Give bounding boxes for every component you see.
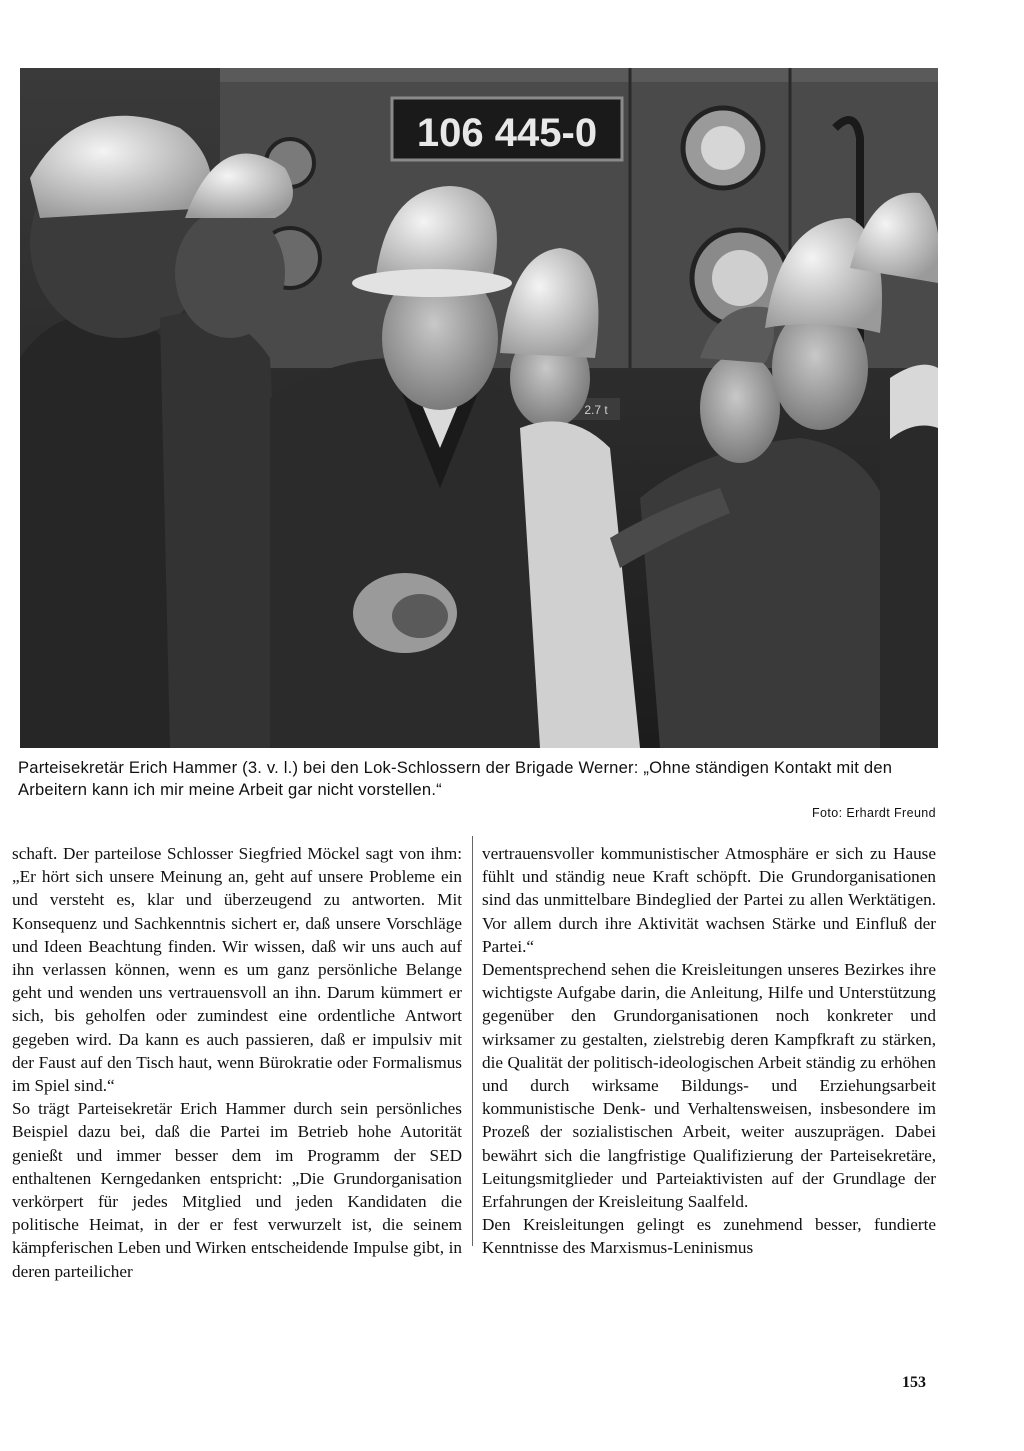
paragraph: Den Kreisleitungen gelingt es zunehmend besser, fundierte Kenntnisse des Marxismus-Leninismus bbox=[482, 1215, 936, 1258]
photo-workers-at-locomotive bbox=[20, 68, 938, 748]
page-number: 153 bbox=[902, 1374, 926, 1391]
photo-illustration bbox=[20, 68, 938, 748]
locomotive-number: 106 445-0 bbox=[416, 111, 598, 155]
paragraph: Dementsprechend sehen die Kreisleitungen unseres Bezirkes ihre wichtigste Aufgabe darin, die Anleitung, Hilfe und Unterstützung gegenüber den Grundorganisationen noch konkreter und wirksamer zu gestalten, zielstrebig deren Kampfkraft zu stärken, die Qualität der politisch-ideologischen Arbeit ständig zu erhöhen und durch wirksame Bildungs- und Erziehungsarbeit kommunistische Denk- und Verhaltensweisen, insbesondere im Prozeß der sozialistischen Arbeit, weiter auszuprägen. Dabei bewährt sich die langfristige Qualifizierung der Parteisekretäre, Leitungsmitglieder und Parteiaktivisten auf der Grundlage der Erfahrungen der Kreisleitung Saalfeld. bbox=[482, 960, 936, 1212]
paragraph: vertrauensvoller kommunistischer Atmosphäre er sich zu Hause fühlt und ständig neue Kraft schöpft. Die Grundorganisationen sind das unmittelbare Bindeglied der Partei zu allen Werktätigen. Vor allem durch ihre Aktivität wachsen Stärke und Einfluß der Partei.“ bbox=[482, 844, 936, 956]
column-divider bbox=[472, 836, 473, 1246]
paragraph: So trägt Parteisekretär Erich Hammer durch sein persönliches Beispiel dazu bei, daß die Partei im Betrieb hohe Autorität genießt und immer besser dem im Programm der SED enthaltenen Kerngedanken entspricht: „Die Grundorganisation verkörpert für jedes Mitglied und jeden Kandidaten die politische Heimat, in der er fest verwurzelt ist, die seinem kämpferischen Leben und Wirken entscheidende Impulse gibt, in deren parteilicher bbox=[12, 1099, 462, 1281]
text-column-right bbox=[482, 842, 936, 1260]
paragraph: schaft. Der parteilose Schlosser Siegfried Möckel sagt von ihm: „Er hört sich unsere Meinung an, geht auf unsere Probleme ein und versteht es, klar und überzeugend zu antworten. Mit Konsequenz und Sachkenntnis sichert er, daß unsere Vorschläge und Ideen Beachtung finden. Wir wissen, daß wir uns auch auf ihn verlassen können, wenn es um ganz persönliche Belange geht und wenden uns vertrauensvoll an ihn. Darum kümmert er sich, bis geholfen oder zumindest eine ordentliche Antwort gegeben wird. Da kann es auch passieren, daß er impulsiv mit der Faust auf den Tisch haut, wenn Bürokratie oder Formalismus im Spiel sind.“ bbox=[12, 844, 462, 1096]
photo-caption: Parteisekretär Erich Hammer (3. v. l.) bei den Lok-Schlossern der Brigade Werner: „Ohne ständigen Kontakt mit den Arbeitern kann ich mir meine Arbeit gar nicht vorstellen.“ bbox=[18, 758, 893, 799]
text-column-left bbox=[12, 842, 462, 1283]
photo-credit: Foto: Erhardt Freund bbox=[811, 806, 936, 820]
locomotive-plate-label: 2.7 t bbox=[584, 403, 608, 417]
